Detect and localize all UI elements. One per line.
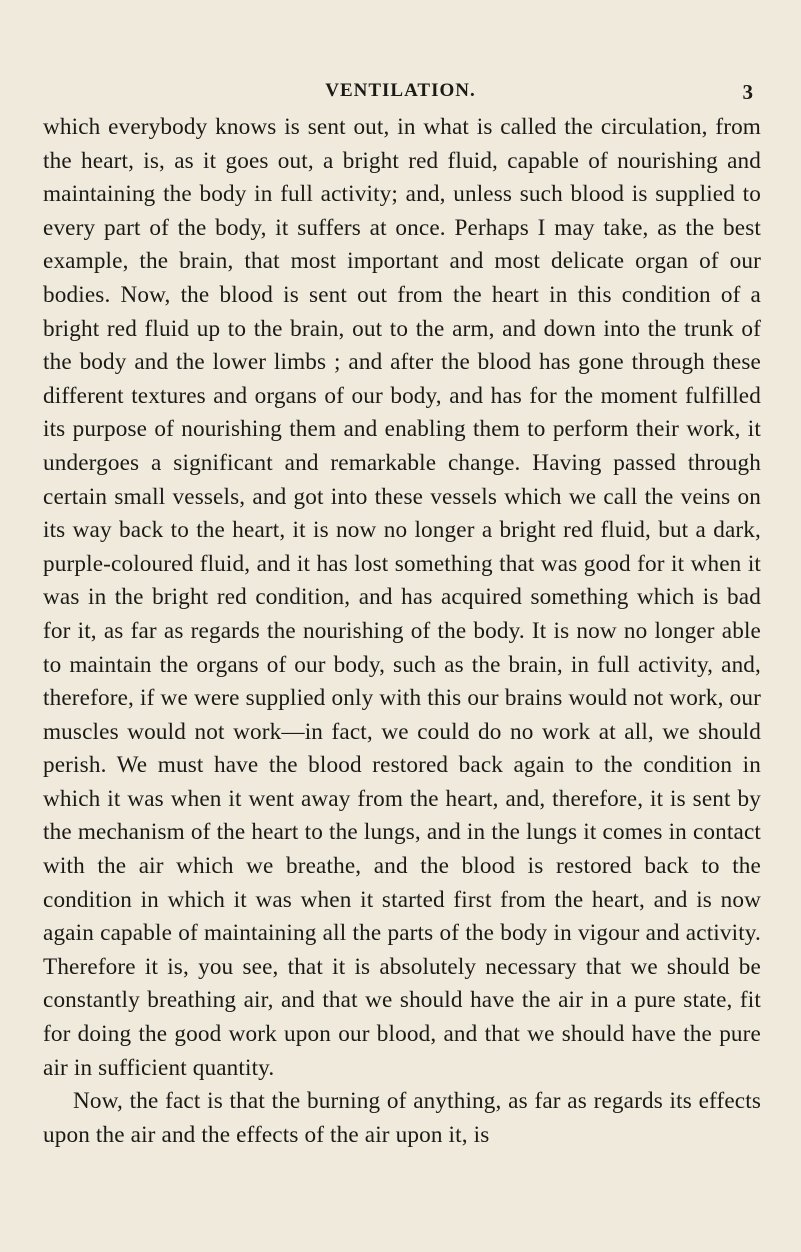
paragraph-2: Now, the fact is that the burning of anything, as far as regards its effects upon the air and the effects of the air upon it, is <box>43 1088 761 1148</box>
running-title: VENTILATION. <box>325 80 476 101</box>
body-text <box>43 111 761 1152</box>
running-head <box>0 80 801 104</box>
paragraph-1: which everybody knows is sent out, in what is called the circulation, from the heart, is, as it goes out, a bright red fluid, capable of nourishing and maintaining the body in full activity; and, unless such blood is supplied to every part of the body, it suffers at once. Perhaps I may take, as the best example, the brain, that most important and most delicate organ of our bodies. Now, the blood is sent out from the heart in this condition of a bright red fluid up to the brain, out to the arm, and down into the trunk of the body and the lower limbs ; and after the blood has gone through these different textures and organs of our body, and has for the moment fulfilled its purpose of nourishing them and enabling them to perform their work, it undergoes a significant and remarkable change. Having passed through certain small vessels, and got into these vessels which we call the veins on its way back to the heart, it is now no longer a bright red fluid, but a dark, purple-coloured fluid, and it has lost something that was good for it when it was in the bright red condition, and has acquired something which is bad for it, as far as regards the nourishing of the body. It is now no longer able to maintain the organs of our body, such as the brain, in full activity, and, therefore, if we were supplied only with this our brains would not work, our muscles would not work—in fact, we could do no work at all, we should perish. We must have the blood restored back again to the condition in which it was when it went away from the heart, and, therefore, it is sent by the mechanism of the heart to the lungs, and in the lungs it comes in contact with the air which we breathe, and the blood is restored back to the condition in which it was when it started first from the heart, and is now again capable of maintaining all the parts of the body in vigour and activity. Therefore it is, you see, that it is absolutely necessary that we should be constantly breathing air, and that we should have the air in a pure state, fit for doing the good work upon our blood, and that we should have the pure air in sufficient quantity. <box>43 114 761 1081</box>
page-number: 3 <box>742 80 753 104</box>
